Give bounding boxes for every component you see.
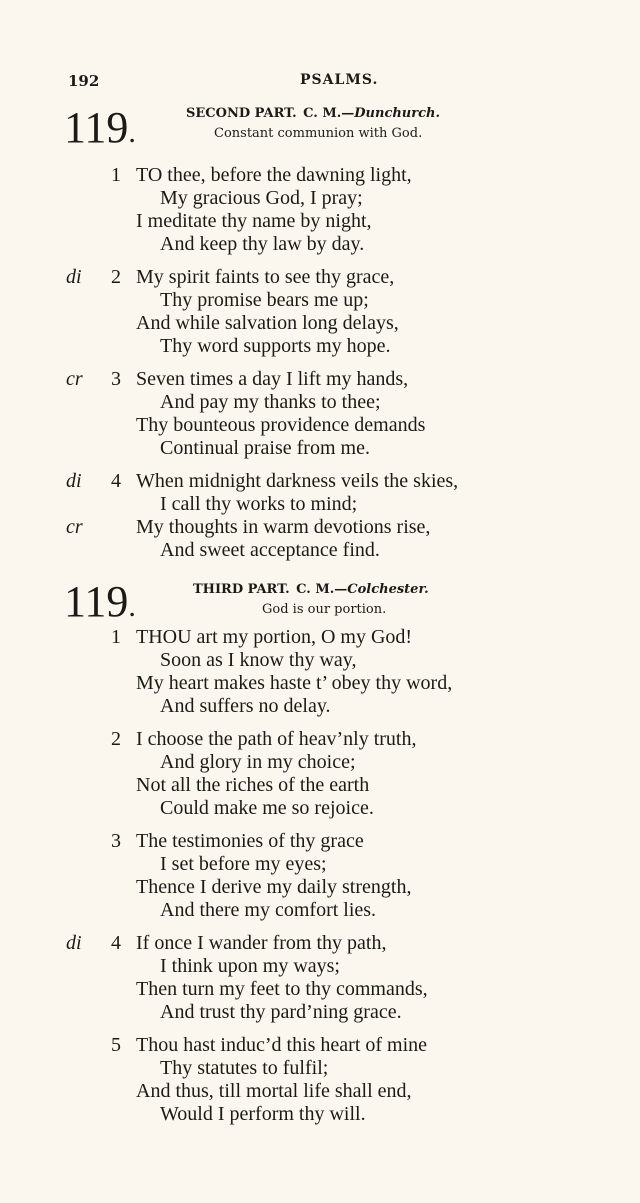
hymn-number-period: .	[128, 590, 136, 623]
verse-line: I choose the path of heav’nly truth,	[136, 727, 417, 750]
verse-number: 1	[111, 164, 121, 186]
hymn-number-period: .	[128, 116, 136, 149]
hymn-number-text: 119	[64, 103, 129, 152]
hymn-tune: Dunchurch.	[354, 106, 441, 121]
verse-line: Soon as I know thy way,	[160, 649, 357, 672]
verse-number: 5	[111, 1033, 121, 1056]
verse-line: If once I wander from thy path,	[136, 931, 387, 954]
verse-line: Then turn my feet to thy commands,	[136, 977, 428, 1000]
verse-number: 3	[111, 367, 121, 390]
hymn-heading	[186, 106, 440, 121]
dynamic-mark: cr	[66, 515, 83, 538]
hymn-meter: C. M.—	[303, 106, 355, 121]
verse-line: TO thee, before the dawning light,	[136, 164, 412, 186]
running-title: PSALMS.	[300, 72, 379, 88]
verse-number: 2	[111, 727, 121, 750]
hymn-tune: Colchester.	[347, 582, 429, 597]
verse-line: And there my comfort lies.	[160, 899, 377, 922]
dynamic-mark: di	[66, 931, 82, 954]
hymn-number	[64, 103, 136, 152]
verse-line: Thy promise bears me up;	[160, 289, 369, 311]
verse-line: And sweet acceptance find.	[160, 539, 380, 561]
verse-line: And keep thy law by day.	[160, 233, 365, 256]
verse-line: And suffers no delay.	[160, 695, 331, 718]
verse-line: I think upon my ways;	[160, 954, 340, 977]
verse-line: Seven times a day I lift my hands,	[136, 367, 409, 390]
verse-number: 2	[111, 265, 121, 288]
verse-line: Thy word supports my hope.	[160, 335, 391, 358]
verse-line: And thus, till mortal life shall end,	[136, 1079, 412, 1102]
hymn-number-text: 119	[64, 577, 129, 626]
verse-line: THOU art my portion, O my God!	[136, 626, 413, 648]
verse-line: And while salvation long delays,	[136, 312, 399, 335]
verse-number: 4	[111, 469, 121, 492]
dynamic-mark: cr	[66, 367, 83, 390]
verse-number: 3	[111, 829, 121, 852]
verse-number: 1	[111, 626, 121, 648]
verse-line: My heart makes haste t’ obey thy word,	[136, 672, 453, 695]
verse-line: Could make me so rejoice.	[160, 797, 374, 820]
page-number: 192	[68, 72, 100, 90]
hymn-subject: Constant communion with God.	[214, 126, 423, 141]
verse-line: Not all the riches of the earth	[136, 774, 370, 797]
dynamic-mark: di	[66, 469, 82, 492]
verse-line: Thy bounteous providence demands	[136, 414, 426, 436]
verse-line: I set before my eyes;	[160, 852, 327, 875]
verse-line: My spirit faints to see thy grace,	[136, 265, 395, 288]
hymn-meter: C. M.—	[296, 582, 348, 597]
verse-line: Thy statutes to fulfil;	[160, 1056, 329, 1079]
verse-line: Would I perform thy will.	[160, 1102, 366, 1125]
verse-line: Thence I derive my daily strength,	[136, 876, 412, 898]
verse-line: Thou hast induc’d this heart of mine	[136, 1033, 428, 1056]
verse-line: My thoughts in warm devotions rise,	[136, 515, 431, 538]
verse-line: And glory in my choice;	[160, 751, 356, 773]
verse-line: I meditate thy name by night,	[136, 210, 372, 233]
hymn-part: THIRD PART.	[193, 582, 290, 597]
verse-line: My gracious God, I pray;	[160, 187, 363, 210]
verse-line: The testimonies of thy grace	[136, 829, 364, 852]
running-head	[68, 72, 588, 94]
verse-line: And pay my thanks to thee;	[160, 390, 381, 413]
hymn-heading	[193, 582, 429, 597]
verse-line: When midnight darkness veils the skies,	[136, 469, 459, 492]
hymn-number	[64, 577, 136, 626]
hymn-part: SECOND PART.	[186, 106, 297, 121]
dynamic-mark: di	[66, 265, 82, 288]
hymn-subject: God is our portion.	[262, 602, 387, 617]
verse-line: I call thy works to mind;	[160, 492, 358, 515]
verse-line: And trust thy pard’ning grace.	[160, 1001, 402, 1023]
verse-line: Continual praise from me.	[160, 437, 370, 460]
verse-number: 4	[111, 931, 121, 954]
